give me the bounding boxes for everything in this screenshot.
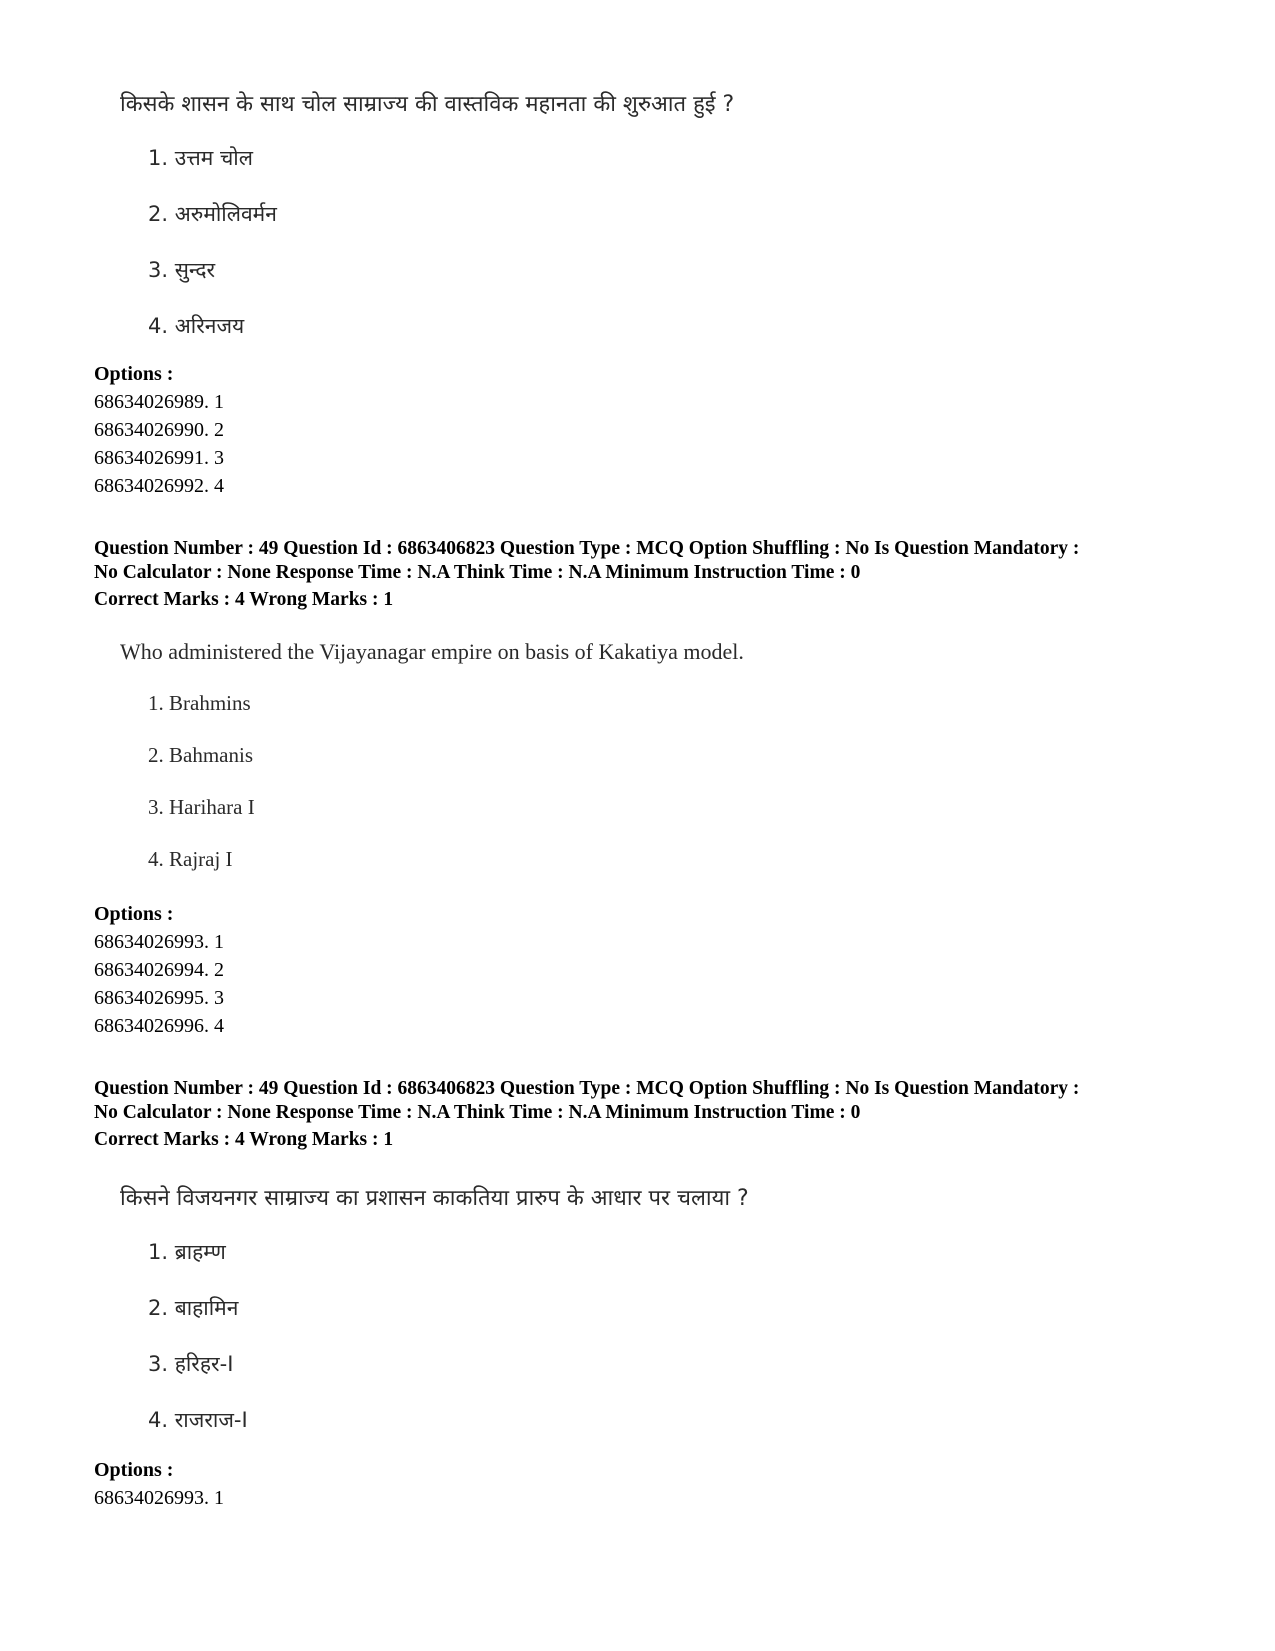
choice-4: 4. राजराज-I <box>148 1408 248 1432</box>
option-row: 68634026992. 4 <box>94 475 224 497</box>
question-meta <box>94 1077 1214 1125</box>
option-row: 68634026996. 4 <box>94 1015 224 1037</box>
question-meta-line-1: Question Number : 49 Question Id : 6863406823 Question Type : MCQ Option Shuffling : No Is Question Mandatory : <box>94 1078 1080 1099</box>
option-row: 68634026989. 1 <box>94 391 224 413</box>
options-label: Options : <box>94 1459 174 1481</box>
question-meta <box>94 537 1214 585</box>
question-meta-line-2: No Calculator : None Response Time : N.A Think Time : N.A Minimum Instruction Time : 0 <box>94 1102 861 1123</box>
choice-2: 2. अरुमोलिवर्मन <box>148 202 277 226</box>
option-row: 68634026995. 3 <box>94 987 224 1009</box>
option-row: 68634026991. 3 <box>94 447 224 469</box>
choice-1: 1. उत्तम चोल <box>148 146 253 170</box>
choice-4: 4. Rajraj I <box>148 847 233 871</box>
choice-1: 1. ब्राहम्ण <box>148 1240 226 1264</box>
question-text-english: Who administered the Vijayanagar empire on basis of Kakatiya model. <box>120 639 744 664</box>
marks-line: Correct Marks : 4 Wrong Marks : 1 <box>94 1129 394 1150</box>
choice-3: 3. हरिहर-I <box>148 1352 234 1376</box>
choice-2: 2. Bahmanis <box>148 743 253 767</box>
option-row: 68634026990. 2 <box>94 419 224 441</box>
choice-1: 1. Brahmins <box>148 691 251 715</box>
options-label: Options : <box>94 903 174 925</box>
choice-4: 4. अरिनजय <box>148 314 245 338</box>
choice-3: 3. Harihara I <box>148 795 255 819</box>
option-row: 68634026994. 2 <box>94 959 224 981</box>
question-text-hindi-1: किसके शासन के साथ चोल साम्राज्य की वास्तविक महानता की शुरुआत हुई ? <box>120 92 735 117</box>
question-meta-line-2: No Calculator : None Response Time : N.A Think Time : N.A Minimum Instruction Time : 0 <box>94 562 861 583</box>
option-row: 68634026993. 1 <box>94 1487 224 1509</box>
choice-2: 2. बाहामिन <box>148 1296 239 1320</box>
options-label: Options : <box>94 363 174 385</box>
choice-3: 3. सुन्दर <box>148 258 216 282</box>
question-text-hindi-2: किसने विजयनगर साम्राज्य का प्रशासन काकतिया प्रारुप के आधार पर चलाया ? <box>120 1186 749 1211</box>
question-meta-line-1: Question Number : 49 Question Id : 6863406823 Question Type : MCQ Option Shuffling : No Is Question Mandatory : <box>94 538 1080 559</box>
marks-line: Correct Marks : 4 Wrong Marks : 1 <box>94 589 394 610</box>
option-row: 68634026993. 1 <box>94 931 224 953</box>
